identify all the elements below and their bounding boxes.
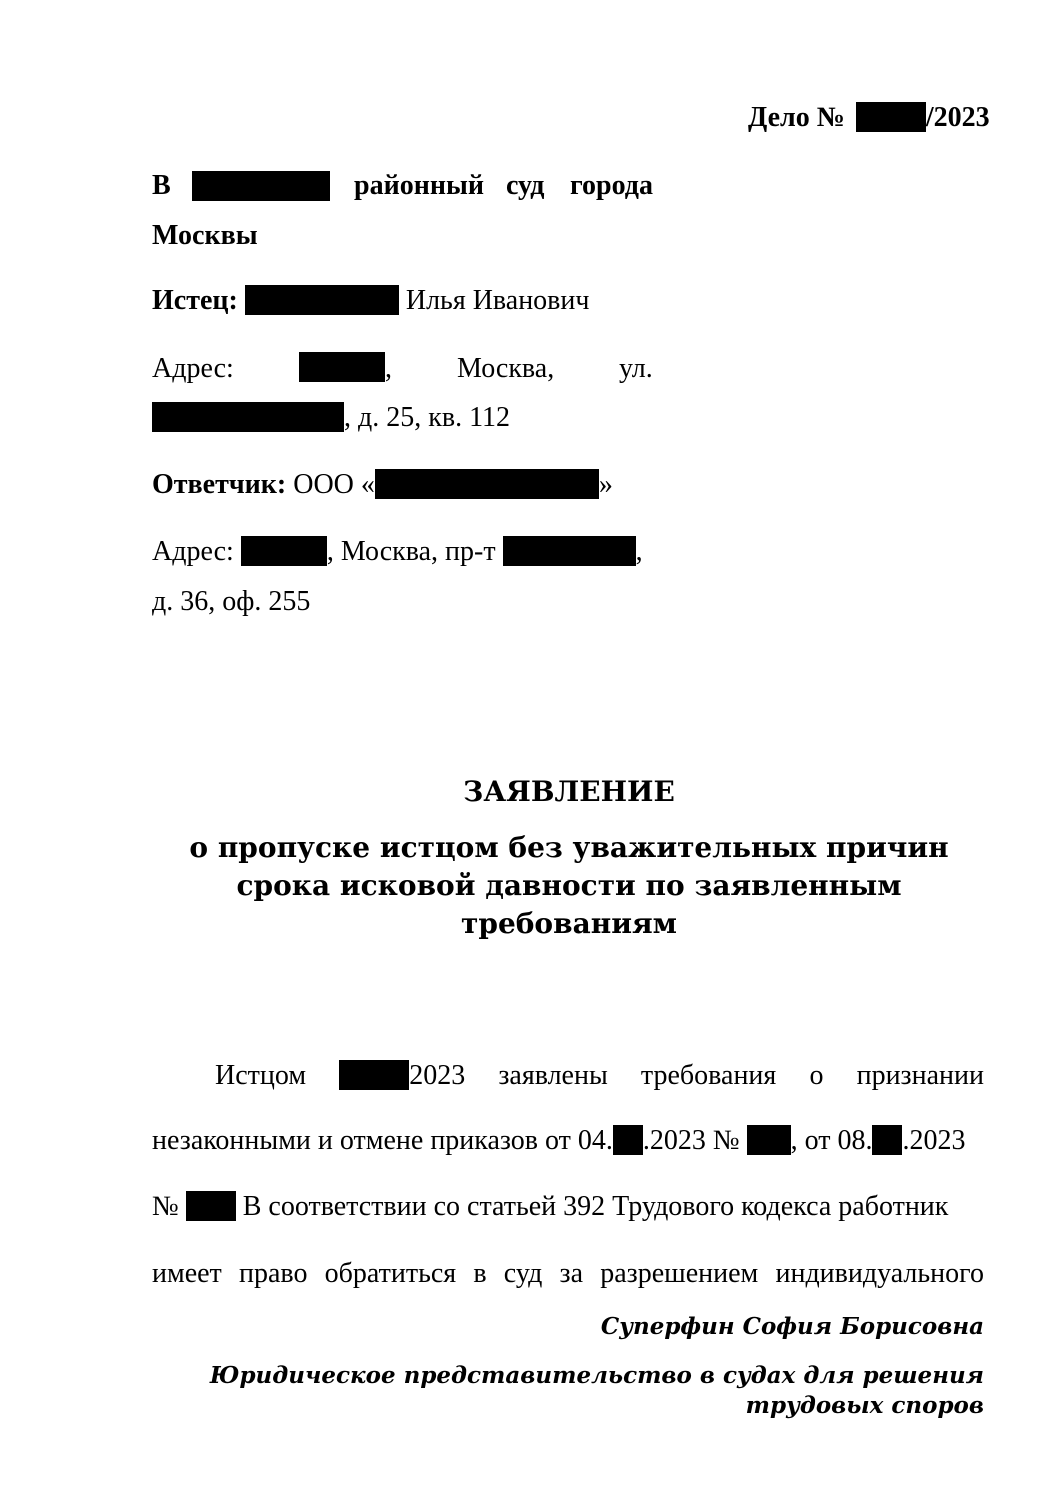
redaction-box: [241, 536, 327, 566]
body-word: право: [239, 1258, 308, 1289]
plaintiff-line: [152, 284, 589, 318]
redaction-box: [299, 352, 385, 382]
redaction-box: [747, 1125, 791, 1155]
body-text: В соответствии со статьей 392 Трудового кодекса работник: [242, 1191, 949, 1222]
redaction-box: [152, 402, 344, 432]
footer-tagline: [210, 1361, 984, 1421]
case-number-year: /2023: [925, 102, 990, 133]
case-number-label: Дело №: [748, 102, 845, 133]
body-word: заявлены: [498, 1060, 608, 1091]
body-text: , от 08.: [790, 1125, 873, 1156]
plaintiff-label: Истец:: [152, 285, 238, 316]
footer-tagline-line: Юридическое представительство в судах для решения: [209, 1362, 984, 1389]
body-word: о: [809, 1060, 824, 1091]
defendant-address-mid: , Москва, пр-т: [326, 536, 496, 567]
redaction-box: [375, 469, 599, 499]
body-text: .2023 №: [642, 1125, 740, 1156]
court-word: районный: [354, 170, 484, 201]
defendant-label: Ответчик:: [152, 469, 287, 500]
defendant-address-label: Адрес:: [152, 536, 234, 567]
defendant-address-line-2: д. 36, оф. 255: [152, 586, 311, 617]
redaction-box: [856, 102, 926, 132]
plaintiff-address-part: ,: [385, 353, 392, 384]
redaction-box: [192, 171, 330, 201]
body-word: разрешением: [600, 1258, 759, 1289]
court-line-2: Москвы: [152, 220, 258, 251]
defendant-org-open: ООО «: [293, 469, 375, 500]
body-word: в: [473, 1258, 487, 1289]
redaction-box: [186, 1191, 236, 1221]
subtitle-line: требованиям: [461, 907, 677, 940]
defendant-address-end: ,: [635, 536, 643, 567]
body-word: обратиться: [324, 1258, 457, 1289]
body-word: суд: [503, 1258, 543, 1289]
plaintiff-address-line-2: [152, 401, 510, 435]
footer-tagline-line: трудовых споров: [745, 1392, 984, 1419]
redaction-box: [503, 536, 636, 566]
body-word: Истцом: [215, 1060, 307, 1091]
subtitle-line: о пропуске истцом без уважительных причин: [189, 831, 949, 864]
body-word: [339, 1059, 465, 1093]
plaintiff-address-part: Москва,: [457, 353, 555, 384]
body-line-1: [215, 1059, 984, 1093]
body-word: индивидуального: [775, 1258, 984, 1289]
court-word: суд: [506, 170, 545, 201]
body-text: .2023: [902, 1125, 966, 1156]
subtitle-line: срока исковой давности по заявленным: [236, 869, 902, 902]
footer-author: Суперфин София Борисовна: [600, 1313, 984, 1340]
redaction-box: [872, 1125, 902, 1155]
body-word: за: [559, 1258, 584, 1289]
defendant-line: [152, 468, 613, 502]
body-word: 2023: [409, 1060, 466, 1091]
court-prefix: В: [152, 170, 171, 201]
plaintiff-name: Илья Иванович: [405, 285, 590, 316]
defendant-org-close: »: [598, 469, 613, 500]
plaintiff-address-label: Адрес:: [152, 353, 234, 384]
case-number: [748, 101, 990, 135]
body-line-3: [152, 1190, 948, 1224]
body-text: №: [152, 1191, 179, 1222]
defendant-address-line-1: [152, 535, 643, 569]
body-text: незаконными и отмене приказов от 04.: [152, 1125, 613, 1156]
redaction-box: [245, 285, 399, 315]
body-line-4: [152, 1257, 984, 1291]
document-title: ЗАЯВЛЕНИЕ: [463, 775, 675, 808]
document-subtitle: [0, 829, 1061, 943]
body-word: признании: [856, 1060, 984, 1091]
plaintiff-address-rest: , д. 25, кв. 112: [344, 402, 511, 433]
redaction-box: [339, 1060, 409, 1090]
body-word: имеет: [152, 1258, 222, 1289]
plaintiff-address-line-1: [152, 352, 656, 386]
body-word: требования: [640, 1060, 777, 1091]
body-line-2: [152, 1124, 965, 1158]
plaintiff-address-part: ул.: [619, 353, 653, 384]
redaction-box: [613, 1125, 643, 1155]
court-word: города: [570, 170, 653, 201]
